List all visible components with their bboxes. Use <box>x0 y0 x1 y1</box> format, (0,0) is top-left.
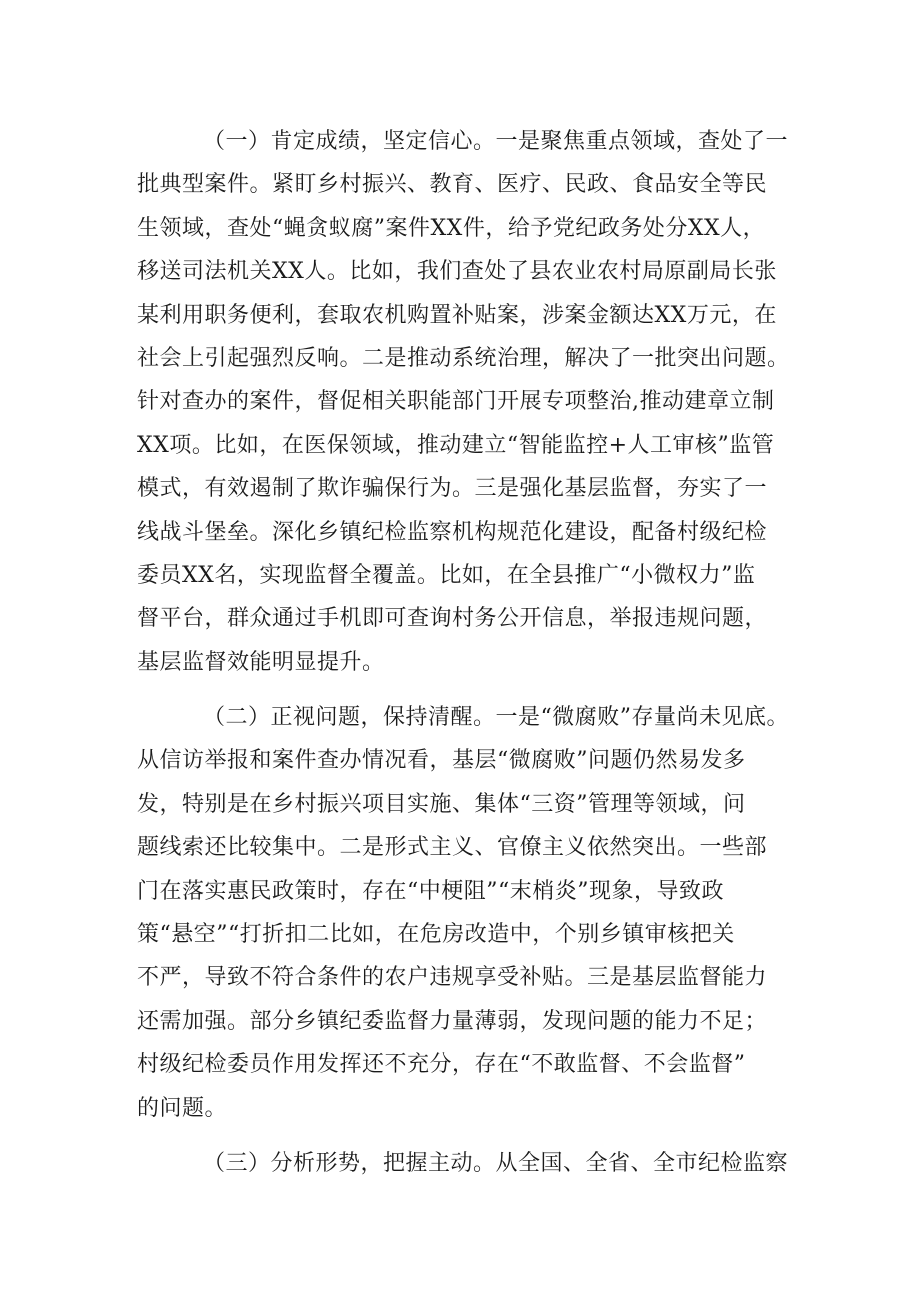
paragraph-1-line: 模式，有效遏制了欺诈骗保行为。三是强化基层监督，夯实了一 <box>137 476 768 502</box>
paragraph-1-line: 线战斗堡垒。深化乡镇纪检监察机构规范化建设，配备村级纪检 <box>137 519 768 545</box>
paragraph-1-line: 某利用职务便利，套取农机购置补贴案，涉案金额达XX万元，在 <box>137 302 777 328</box>
paragraph-2-line: （二）正视问题，保持清醒。一是“微腐败”存量尚未见底。 <box>203 705 789 731</box>
paragraph-2-line: 的问题。 <box>137 1095 228 1121</box>
paragraph-1-line: 移送司法机关XX人。比如，我们查处了县农业农村局原副局长张 <box>137 259 777 285</box>
paragraph-1-line: 社会上引起强烈反响。二是推动系统治理，解决了一批突出问题。 <box>137 345 790 371</box>
paragraph-2-line: 不严，导致不符合条件的农户违规享受补贴。三是基层监督能力 <box>137 965 768 991</box>
paragraph-1-line: 督平台，群众通过手机即可查询村务公开信息，举报违规问题， <box>137 606 768 632</box>
paragraph-2-line: 门在落实惠民政策时，存在“中梗阻”“末梢炎”现象，导致政 <box>137 878 724 904</box>
paragraph-1-line: （一）肯定成绩，坚定信心。一是聚焦重点领域，查处了一 <box>203 129 789 154</box>
document-body <box>137 120 797 1185</box>
paragraph-2-line: 发，特别是在乡村振兴项目实施、集体“三资”管理等领域，问 <box>137 791 746 817</box>
paragraph-2-line: 题线索还比较集中。二是形式主义、官僚主义依然突出。一些部 <box>137 835 768 861</box>
paragraph-1-line: 针对查办的案件，督促相关职能部门开展专项整治,推动建章立制 <box>137 389 775 415</box>
paragraph-2-line: 还需加强。部分乡镇纪委监督力量薄弱，发现问题的能力不足； <box>137 1008 768 1034</box>
paragraph-1-line: 基层监督效能明显提升。 <box>137 649 385 675</box>
paragraph-1-line: 生领域，查处“蝇贪蚁腐”案件XX件，给予党纪政务处分XX人， <box>137 215 766 241</box>
paragraph-1-line: XX项。比如，在医保领域，推动建立“智能监控+人工审核”监管 <box>137 432 775 458</box>
paragraph-2-line: 从信访举报和案件查办情况看，基层“微腐败”问题仍然易发多 <box>137 748 746 774</box>
paragraph-1-line: 批典型案件。紧盯乡村振兴、教育、医疗、民政、食品安全等民 <box>137 172 768 198</box>
paragraph-1-line: 委员XX名，实现监督全覆盖。比如，在全县推广“小微权力”监 <box>137 562 756 588</box>
paragraph-2-line: 村级纪检委员作用发挥还不充分，存在“不敢监督、不会监督” <box>137 1052 746 1078</box>
paragraph-2-line: 策“悬空”“打折扣二比如，在危房改造中，个别乡镇审核把关 <box>137 922 735 948</box>
paragraph-3-line: （三）分析形势，把握主动。从全国、全省、全市纪检监察 <box>203 1150 789 1176</box>
